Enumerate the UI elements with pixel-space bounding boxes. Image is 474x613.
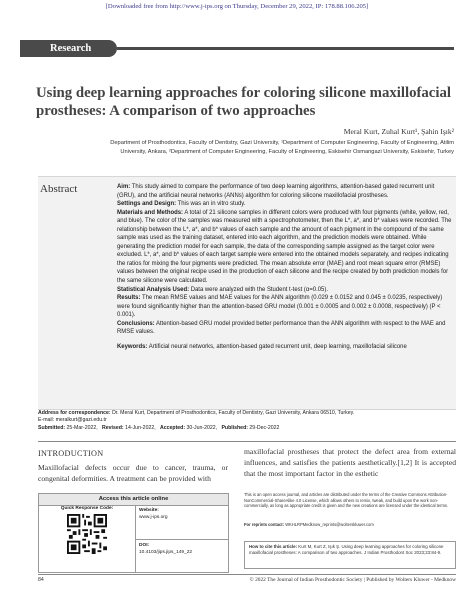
correspondence-address xyxy=(38,410,458,417)
accepted-date: 30-Jun-2022, xyxy=(186,424,218,431)
reprints-label: For reprints contact: xyxy=(244,522,285,527)
published-label: Published: xyxy=(221,424,248,431)
access-article-box xyxy=(38,493,229,573)
abstract-statistics xyxy=(117,286,453,295)
article-title: Using deep learning approaches for coloring silicone maxillofacial prostheses: A comparison of two approaches xyxy=(36,85,451,119)
doi-link[interactable]: 10.4103/jips.jips_149_22 xyxy=(139,550,193,555)
correspondence-block xyxy=(38,410,458,432)
affiliation-line: Department of Prosthodontics, Faculty of Dentistry, Gazi University, ¹Department of Computer Engineering, Faculty of Engineering, Atilim xyxy=(110,140,454,146)
article-dates xyxy=(38,425,458,432)
abstract-conclusions xyxy=(117,320,453,337)
keywords-text: Artificial neural networks, attention-based gated recurrent unit, deep learning, maxillofacial silicone xyxy=(148,343,407,350)
abstract-section-label: Aim: xyxy=(117,184,131,190)
author-list: Meral Kurt, Zuhal Kurt¹, Şahin Işık² xyxy=(343,127,454,136)
published-date: 29-Dec-2022 xyxy=(249,424,280,431)
submitted-label: Submitted: xyxy=(38,424,66,431)
website-link[interactable]: www.j-ips.org xyxy=(139,515,168,520)
qr-code-icon[interactable] xyxy=(67,514,107,554)
section-pill xyxy=(20,40,117,57)
abstract-section-label: Results: xyxy=(117,295,141,302)
website-label: Website: xyxy=(139,508,159,513)
keywords-label: Keywords: xyxy=(117,343,148,350)
introduction-col1: Maxillofacial defects occur due to cancer, trauma, or congenital deformities. A treatment can be provided with xyxy=(38,463,228,483)
qr-label: Quick Response Code: xyxy=(60,506,114,511)
abstract-section-text: This was an in vitro study. xyxy=(177,201,246,208)
page-number: 84 xyxy=(38,577,44,583)
footer-divider xyxy=(38,574,456,575)
citation-box xyxy=(244,541,456,569)
access-header: Access this article online xyxy=(39,494,228,506)
citation-label: How to cite this article: xyxy=(249,544,298,549)
abstract-aim xyxy=(117,183,453,200)
divider xyxy=(38,441,456,442)
reprints-email[interactable]: WKHLRPMedknow_reprints@wolterskluwer.com xyxy=(285,522,374,527)
accepted-label: Accepted: xyxy=(160,424,186,431)
footer-copyright: © 2022 The Journal of Indian Prosthodontic Society | Published by Wolters Kluwer - Medknow xyxy=(249,577,456,583)
abstract-section-label: Materials and Methods: xyxy=(117,209,183,216)
abstract-body xyxy=(117,183,453,351)
revised-date: 14-Jun-2022, xyxy=(125,424,156,431)
reprints-contact xyxy=(244,522,456,527)
section-rule xyxy=(117,47,454,50)
abstract-methods xyxy=(117,209,453,286)
section-banner xyxy=(20,40,454,57)
license-notice: This is an open access journal, and articles are distributed under the terms of the Creative Commons Attribution-NonCommercial-ShareAlike 4.0 License, which allows others to remix, tweak, and build upon the work non-commercially, as long as appropriate credit is given and the new creations are licensed under the identical terms. xyxy=(244,492,449,508)
correspondence-email: E-mail: meralkurt@gazi.edu.tr xyxy=(38,417,107,424)
abstract-section-text: Attention-based GRU model provided better performance than the ANN algorithm with respect to the MAE and RMSE values. xyxy=(117,320,446,336)
abstract-section-text: A total of 21 silicone samples in different colors were produced with four pigments (white, yellow, red, and blue). The color of the samples was measured with a spectrophotometer, then the L*, a*, and b* values were recorded. The relationship between the L*, a*, and b* values of each sample and the amount of each pigment in the compound of the same sample was used as the training dataset, entered into each algorithm, and the prediction models were obtained. While generating the prediction model for each sample, the data of the corresponding sample assigned as the target color were excluded. L*, a*, and b* values of each target sample were entered into the obtained models separately, and recipes indicating the ratios for mixing the four pigments were predicted. The mean absolute error (MAE) and root mean square error (RMSE) values between the original recipe used in the production of each silicone and the recipe created by both prediction models for the same silicone were calculated. xyxy=(117,209,452,285)
introduction-col2: maxillofacial prostheses that protect the defect area from external influences, and satisfies the patients aesthetically.[1,2] It is accepted that the most important factor in the esthetic xyxy=(244,447,456,478)
abstract-heading: Abstract xyxy=(40,183,78,195)
access-row-divider xyxy=(135,539,228,540)
abstract-section-label: Conclusions: xyxy=(117,320,155,327)
download-notice: [Downloaded free from http://www.j-ips.org on Thursday, December 29, 2022, IP: 178.88.106.205] xyxy=(105,3,369,10)
abstract-section-label: Settings and Design: xyxy=(117,201,177,208)
affiliations xyxy=(40,139,454,156)
abstract-settings xyxy=(117,200,453,209)
introduction-heading: INTRODUCTION xyxy=(38,449,104,458)
abstract-section-text: The mean RMSE values and MAE values for the ANN algorithm (0.029 ± 0.0152 and 0.045 ± 0.0235, respectively) were found significantly higher than the attention-based GRU model (0.001 ± 0.0005 and 0.002 ± 0.0008, respectively) (P < 0.001). xyxy=(117,295,443,319)
submitted-date: 25-Mar-2022, xyxy=(66,424,98,431)
affiliation-line: University, Ankara, ²Department of Computer Engineering, Faculty of Engineering, Eskisehir Osmangazi University, Eskisehir, Turkey xyxy=(120,148,454,155)
abstract-section-text: Data were analyzed with the Student t-test (α=0.05). xyxy=(190,286,328,293)
abstract-results xyxy=(117,294,453,320)
abstract-section-text: This study aimed to compare the performance of two deep learning algorithms, attention-based gated recurrent unit (GRU), and the artificial neural networks (ANNs) algorithm for coloring silicone maxillofacial prostheses. xyxy=(117,184,435,199)
revised-label: Revised: xyxy=(102,424,124,431)
correspondence-text: Dr. Meral Kurt, Department of Prosthodontics, Faculty of Dentistry, Gazi University, Ankara 06510, Turkey. xyxy=(112,410,355,416)
doi-label: DOI: xyxy=(139,543,150,548)
section-label: Research xyxy=(50,43,92,54)
abstract-section-label: Statistical Analysis Used: xyxy=(117,286,190,293)
citation-text: Kurt M, Kurt Z, Işık Ş. Using deep learning approaches for coloring silicone maxillofacial prostheses: A comparison of two approaches. J Indian Prosthodont Soc 2023;23:84-9. xyxy=(249,544,444,555)
correspondence-label: Address for correspondence: xyxy=(38,410,111,416)
abstract-keywords xyxy=(117,343,453,352)
